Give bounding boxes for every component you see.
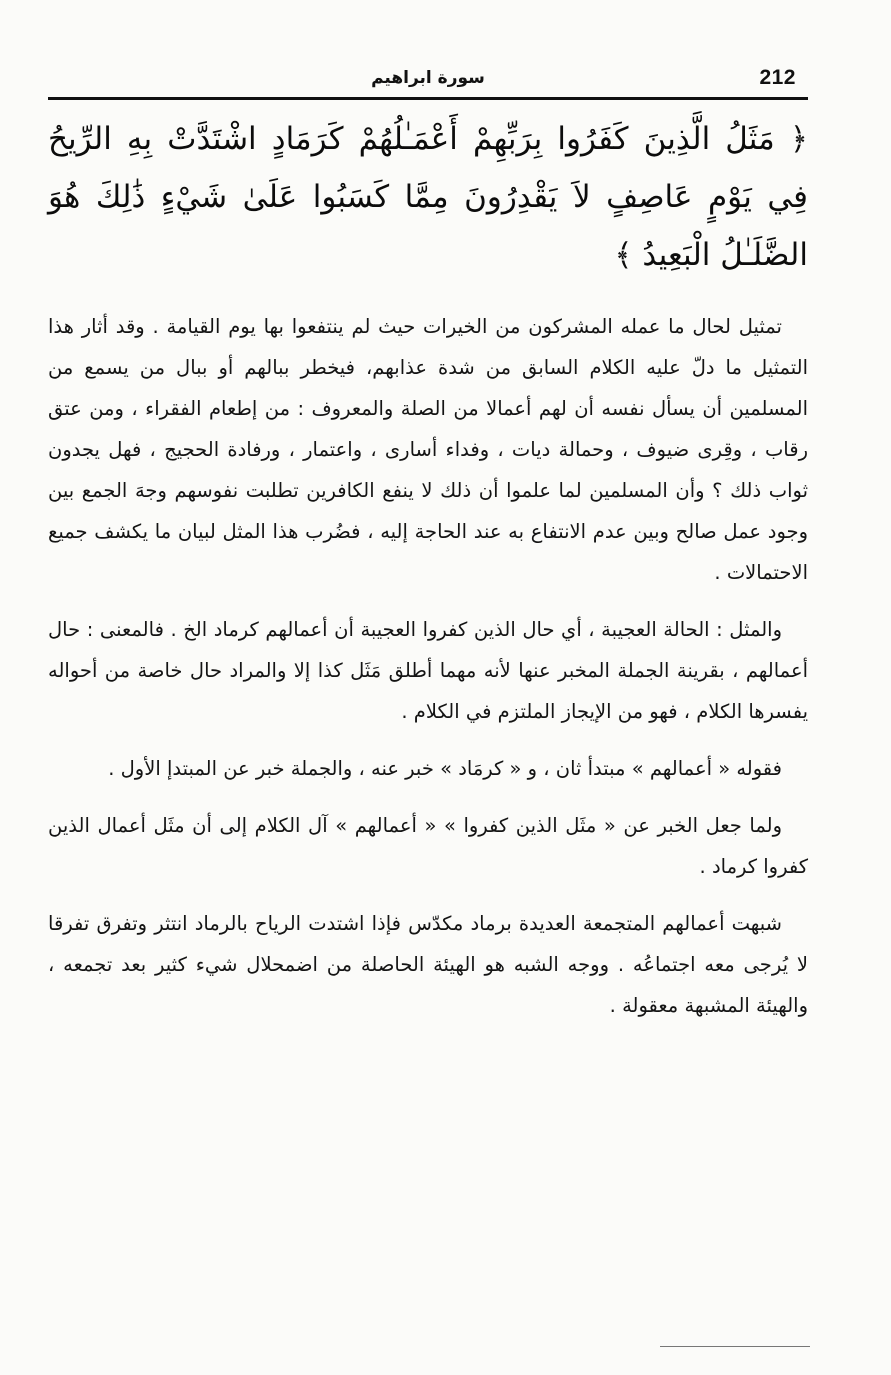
quran-verse: ﴿ مَثَلُ الَّذِينَ كَفَرُوا بِرَبِّهِمْ أَعْمَـٰلُهُمْ كَرَمَادٍ اشْتَدَّتْ بِهِ الرِّيحُ فِي يَوْمٍ عَاصِفٍ لاَ يَقْدِرُونَ مِمَّا كَسَبُوا عَلَىٰ شَيْءٍ ذَٰلِكَ هُوَ الضَّلَـٰلُ الْبَعِيدُ ﴾ bbox=[48, 121, 808, 273]
page-body bbox=[48, 110, 808, 1042]
header-rule bbox=[48, 97, 808, 100]
page-header bbox=[48, 58, 808, 100]
paragraph-4: ولما جعل الخبر عن « مثَل الذين كفروا » « أعمالهم » آل الكلام إلى أن مثَل أعمال الذين كفروا كرماد . bbox=[48, 814, 808, 878]
footer-rule bbox=[660, 1346, 810, 1347]
running-title: سورة ابراهيم bbox=[371, 68, 485, 88]
paragraph-2: والمثل : الحالة العجيبة ، أي حال الذين كفروا العجيبة أن أعمالهم كرماد الخ . فالمعنى : حال أعمالهم ، بقرينة الجملة المخبر عنها لأنه مهما أطلق مَثَل كذا إلا والمراد حال خاصة من أحواله يفسرها الكلام ، فهو من الإيجاز الملتزم في الكلام . bbox=[48, 618, 808, 723]
paragraph-3: فقوله « أعمالهم » مبتدأ ثان ، و « كرمَاد » خبر عنه ، والجملة خبر عن المبتدإ الأول . bbox=[108, 757, 782, 780]
paragraph-1: تمثيل لحال ما عمله المشركون من الخيرات حيث لم ينتفعوا بها يوم القيامة . وقد أثار هذا التمثيل ما دلّ عليه الكلام السابق من شدة عذابهم، فيخطر ببالهم أو ببال من يسمع من المسلمين أن يسأل نفسه أن لهم أعمالا من الصلة والمعروف : من إطعام الفقراء ، ومن عتق رقاب ، وقِرى ضيوف ، وحمالة ديات ، وفداء أسارى ، واعتمار ، ورفادة الحجيج ، فهل يجدون ثواب ذلك ؟ وأن المسلمين لما علموا أن ذلك لا ينفع الكافرين تطلبت نفوسهم وجهَ الجمع بين وجود عمل صالح وبين عدم الانتفاع به عند الحاجة إليه ، فضُرب هذا المثل لبيان ما يكشف جميع الاحتمالات . bbox=[48, 315, 808, 584]
paragraph-5: شبهت أعمالهم المتجمعة العديدة برماد مكدّس فإذا اشتدت الرياح بالرماد انتثر وتفرق تفرقا لا يُرجى معه اجتماعُه . ووجه الشبه هو الهيئة الحاصلة من اضمحلال شيء كثير بعد تجمعه ، والهيئة المشبهة معقولة . bbox=[48, 912, 808, 1017]
page-number: 212 bbox=[759, 66, 796, 89]
